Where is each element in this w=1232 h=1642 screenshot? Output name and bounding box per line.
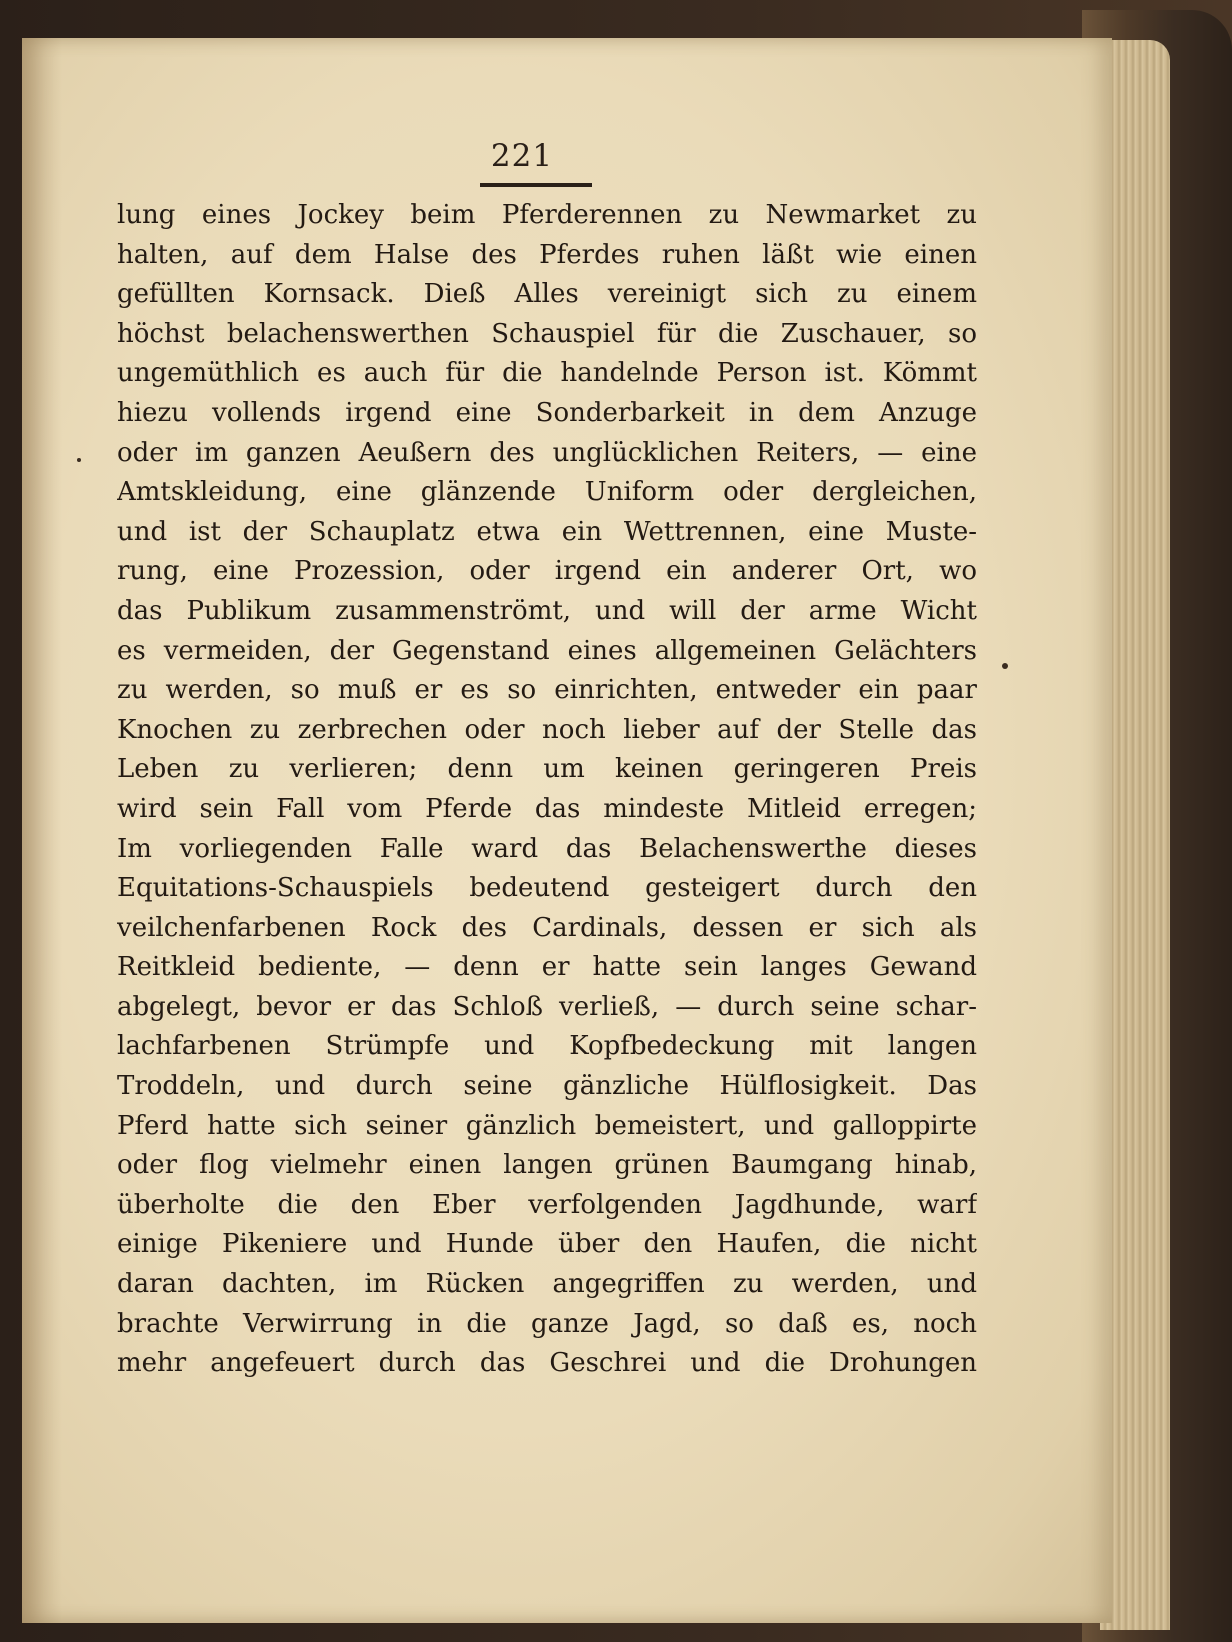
page-header [22, 138, 1112, 174]
ink-fleck [1002, 663, 1008, 669]
page-gutter [22, 38, 62, 1623]
text-line: höchst belachenswerthen Schauspiel für die Zuschauer, so [117, 318, 977, 349]
text-line: hiezu vollends irgend eine Sonderbarkeit in dem Anzuge [117, 397, 977, 428]
text-line: Im vorliegenden Falle ward das Belachenswerthe dieses [117, 833, 977, 864]
text-line: Amtskleidung, eine glänzende Uniform oder dergleichen, [117, 477, 977, 508]
text-line: veilchenfarbenen Rock des Cardinals, dessen er sich als [117, 912, 977, 943]
text-line: oder flog vielmehr einen langen grünen Baumgang hinab, [117, 1150, 977, 1181]
text-line: ungemüthlich es auch für die handelnde Person ist. Kömmt [117, 358, 977, 389]
text-line: es vermeiden, der Gegenstand eines allgemeinen Gelächters [117, 635, 977, 666]
text-line: Knochen zu zerbrechen oder noch lieber auf der Stelle das [117, 714, 977, 745]
text-line: rung, eine Prozession, oder irgend ein anderer Ort, wo [117, 556, 977, 587]
text-line: oder im ganzen Aeußern des unglücklichen Reiters, — eine [117, 437, 977, 468]
text-line: und ist der Schauplatz etwa ein Wettrennen, eine Muste- [117, 516, 977, 547]
header-rule [480, 183, 592, 187]
text-line: Reitkleid bediente, — denn er hatte sein langes Gewand [117, 952, 977, 983]
book-page [22, 38, 1112, 1623]
text-line: lachfarbenen Strümpfe und Kopfbedeckung mit langen [117, 1031, 977, 1062]
ink-fleck [77, 458, 81, 462]
text-line: gefüllten Kornsack. Dieß Alles vereinigt sich zu einem [117, 279, 977, 310]
page-number: 221 [490, 138, 554, 174]
text-line: mehr angefeuert durch das Geschrei und die Drohungen [117, 1348, 977, 1379]
text-line: daran dachten, im Rücken angegriffen zu werden, und [117, 1269, 977, 1300]
text-line: Leben zu verlieren; denn um keinen geringeren Preis [117, 754, 977, 785]
text-line: abgelegt, bevor er das Schloß verließ, — durch seine schar- [117, 991, 977, 1022]
text-line: lung eines Jockey beim Pferderennen zu Newmarket zu [117, 200, 977, 230]
text-line: zu werden, so muß er es so einrichten, entweder ein paar [117, 675, 977, 706]
text-line: das Publikum zusammenströmt, und will der arme Wicht [117, 595, 977, 626]
text-line: halten, auf dem Halse des Pferdes ruhen läßt wie einen [117, 239, 977, 270]
text-line: Equitations-Schauspiels bedeutend gesteigert durch den [117, 873, 977, 904]
text-line: überholte die den Eber verfolgenden Jagdhunde, warf [117, 1189, 977, 1220]
text-line: Pferd hatte sich seiner gänzlich bemeistert, und galloppirte [117, 1110, 977, 1141]
text-line: einige Pikeniere und Hunde über den Haufen, die nicht [117, 1229, 977, 1260]
text-line: Troddeln, und durch seine gänzliche Hülflosigkeit. Das [117, 1071, 977, 1102]
body-text [117, 196, 977, 1384]
text-line: wird sein Fall vom Pferde das mindeste Mitleid erregen; [117, 793, 977, 824]
text-line: brachte Verwirrung in die ganze Jagd, so daß es, noch [117, 1308, 977, 1339]
